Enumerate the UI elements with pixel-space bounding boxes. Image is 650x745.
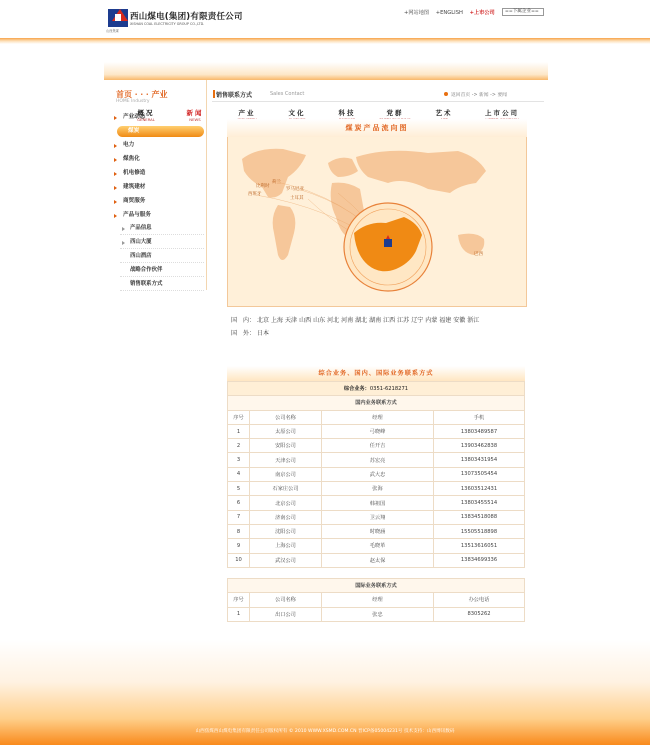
page-title-en: Sales Contact xyxy=(270,91,305,97)
company-logo[interactable] xyxy=(108,9,128,27)
nav-news[interactable]: 新闻 NEWS xyxy=(186,109,204,122)
arrow-icon xyxy=(122,227,125,231)
brand-name-en: XISHAN COAL ELECTRICITY GROUP CO.,LTD. xyxy=(130,22,205,26)
nav-culture[interactable]: 文化 xyxy=(288,109,306,117)
footer-copyright: 山西焦煤西山煤电集团有限责任公司版权所有 © 2010 WWW.XSMD.COM.CN 晋ICP备05004231号 技术支持：山西博讯数码 xyxy=(195,729,455,734)
sidebar-item-coking[interactable]: 煤焦化 xyxy=(112,154,204,165)
arrow-icon xyxy=(114,172,117,176)
map-title: 煤炭产品流向图 xyxy=(227,119,527,137)
page-title: 销售联系方式 xyxy=(216,92,253,99)
section-title: 国际业务联系方式 xyxy=(228,579,525,593)
sidebar-sub-sales-contact[interactable]: 销售联系方式 xyxy=(120,278,204,291)
logo-subtitle: 山西焦煤 xyxy=(106,29,119,33)
content-divider xyxy=(212,101,544,102)
table-row: 6 北京公司 韩祖国 13803455514 xyxy=(228,496,525,510)
arrow-icon xyxy=(122,241,125,245)
international-regions: 国 外： 日本 xyxy=(231,330,270,337)
english-link[interactable]: +ENGLISH xyxy=(435,10,463,16)
map-label-romania: 罗马尼亚 xyxy=(286,187,304,192)
listed-company-link[interactable]: +上市公司 xyxy=(469,10,495,16)
nav-science[interactable]: 科技 xyxy=(338,109,356,117)
domestic-regions: 国 内： 北京 上海 天津 山西 山东 河北 河南 湖北 湖南 江西 江苏 辽宁 内蒙 福建 安徽 浙江 xyxy=(231,317,480,324)
sidebar-item-construction[interactable]: 建筑建材 xyxy=(112,182,204,193)
sidebar-item-trade[interactable]: 商贸服务 xyxy=(112,196,204,207)
nav-listed[interactable]: 上市公司 xyxy=(485,109,519,117)
section-title: 国内业务联系方式 xyxy=(228,396,525,410)
table-row: 7 济南公司 卫云翔 13834518088 xyxy=(228,510,525,524)
contact-table-domestic xyxy=(227,366,525,568)
table-heading: 综合业务、国内、国际业务联系方式 xyxy=(227,366,525,381)
table-row: 10 武汉公司 赵太保 13834699336 xyxy=(228,553,525,567)
table-row: 8 沈阳公司 时晓涵 15505518898 xyxy=(228,524,525,538)
arrow-icon xyxy=(114,186,117,190)
sidebar-sub-product-info[interactable]: 产品信息 xyxy=(120,222,204,235)
table-row: 1 出口公司 张忠 8305262 xyxy=(228,607,525,621)
arrow-icon xyxy=(114,116,117,120)
table-header-row: 序号 公司名称 经理 办公电话 xyxy=(228,593,525,607)
hq-marker xyxy=(384,239,392,247)
region-list xyxy=(231,314,531,340)
sidebar-divider xyxy=(206,80,207,290)
table-row: 5 石家庄公司 张海 13603512431 xyxy=(228,482,525,496)
sidebar-title: 首页 · · · 产业 xyxy=(116,89,168,99)
contact-table-international xyxy=(227,578,525,622)
sidebar-item-machinery[interactable]: 机电修造 xyxy=(112,168,204,179)
top-bar xyxy=(0,0,650,40)
sidebar-item-coal[interactable]: 煤炭 xyxy=(117,126,204,137)
table-row: 4 南京公司 武大忠 13073505454 xyxy=(228,467,525,481)
arrow-icon xyxy=(114,158,117,162)
subsidiary-select[interactable]: ==下属企业== xyxy=(502,8,544,16)
table-row: 9 上海公司 毛晓革 13513616051 xyxy=(228,539,525,553)
sitemap-link[interactable]: +网站地图 xyxy=(404,10,430,16)
nav-industry[interactable]: 产业 xyxy=(238,109,256,117)
table-row: 2 安阳公司 任开吉 13903462838 xyxy=(228,439,525,453)
breadcrumb[interactable]: 返回首页 -> 新闻 -> 要闻 xyxy=(444,91,507,98)
general-business-row: 综合业务：0351-6218271 xyxy=(228,382,525,396)
sidebar-title-en: HOME Industry xyxy=(116,99,150,104)
table-row: 1 太原公司 弓晓峰 13803489587 xyxy=(228,424,525,438)
arrow-icon xyxy=(114,214,117,218)
sidebar-item-power[interactable]: 电力 xyxy=(112,140,204,151)
table-header-row: 序号 公司名称 经理 手机 xyxy=(228,410,525,424)
nav-general[interactable]: 概况 GENERAL xyxy=(137,109,155,122)
map-label-spain: 西班牙 xyxy=(248,192,262,197)
title-marker xyxy=(213,90,215,98)
map-label-netherlands: 荷兰 xyxy=(272,180,281,185)
map-label-turkey: 土耳其 xyxy=(290,196,304,201)
brand-name: 西山煤电(集团)有限责任公司 xyxy=(130,12,243,22)
world-map xyxy=(228,137,526,305)
arrow-icon xyxy=(114,200,117,204)
nav-party[interactable]: 党群 xyxy=(386,109,404,117)
map-label-belgium: 比利时 xyxy=(256,184,270,189)
sidebar-item-products[interactable]: 产品与服务 xyxy=(112,210,204,221)
sidebar-sub-xishan-hotel[interactable]: 西山酒店 xyxy=(120,250,204,263)
sidebar-sub-partners[interactable]: 战略合作伙伴 xyxy=(120,264,204,277)
bullet-icon xyxy=(444,92,448,96)
map-label-brazil: 巴西 xyxy=(474,252,483,257)
sidebar-sub-xishan-tower[interactable]: 西山大厦 xyxy=(120,236,204,249)
table-row: 3 天津公司 苏宏亮 13803431954 xyxy=(228,453,525,467)
nav-art[interactable]: 艺术 xyxy=(435,109,453,117)
arrow-icon xyxy=(114,144,117,148)
top-links xyxy=(404,9,500,16)
sidebar-item-news[interactable]: 产业动态 xyxy=(112,112,204,123)
